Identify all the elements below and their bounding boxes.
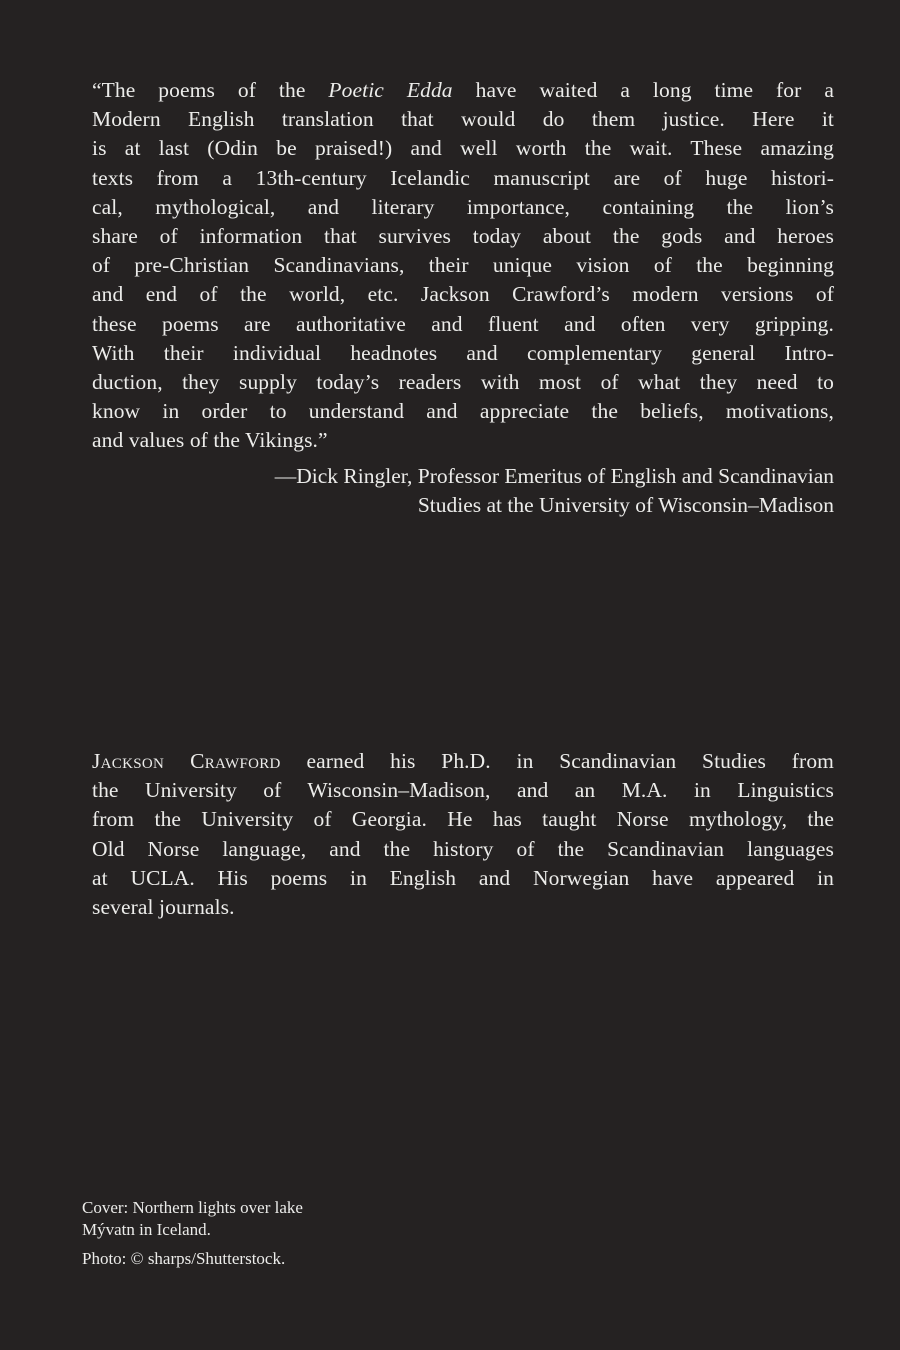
quote-line: share of information that survives today about the gods and heroes <box>92 224 834 249</box>
quote-line: duction, they supply today’s readers with most of what they need to <box>92 370 834 395</box>
author-name: Jackson Crawford <box>92 749 281 773</box>
bio-line: at UCLA. His poems in English and Norwegian have appeared in <box>92 865 834 890</box>
quote-line: and end of the world, etc. Jackson Crawford’s modern versions of <box>92 282 834 307</box>
bio-line: several journals. <box>92 895 235 920</box>
quote-line: these poems are authoritative and fluent and often very gripping. <box>92 311 834 336</box>
quote-line: know in order to understand and appreciate the beliefs, motivations, <box>92 399 834 424</box>
bio-line: the University of Wisconsin–Madison, and an M.A. in Linguistics <box>92 778 834 803</box>
quote-line: cal, mythological, and literary importance, containing the lion’s <box>92 194 834 219</box>
attribution-line: —Dick Ringler, Professor Emeritus of English and Scandinavian <box>274 464 834 488</box>
author-bio <box>92 747 834 922</box>
bio-line: Old Norse language, and the history of the Scandinavian languages <box>92 836 834 861</box>
quote-line: Modern English translation that would do them justice. Here it <box>92 107 834 132</box>
photo-credit: Photo: © sharps/Shutterstock. <box>82 1249 286 1268</box>
attribution-line: Studies at the University of Wisconsin–Madison <box>417 493 834 518</box>
review-attribution <box>92 462 834 520</box>
quote-line: is at last (Odin be praised!) and well worth the wait. These amazing <box>92 136 834 161</box>
cover-caption-line: Mývatn in Iceland. <box>82 1220 211 1239</box>
quote-line: With their individual headnotes and complementary general Intro- <box>92 340 834 365</box>
cover-credits <box>82 1197 402 1270</box>
quote-line: “The poems of the Poetic Edda have waited a long time for a <box>92 78 834 102</box>
bio-line: from the University of Georgia. He has taught Norse mythology, the <box>92 807 834 832</box>
quote-line: texts from a 13th-century Icelandic manuscript are of huge histori- <box>92 165 834 190</box>
book-title: Poetic Edda <box>328 78 453 102</box>
quote-line: and values of the Vikings.” <box>92 428 328 453</box>
quote-line: of pre-Christian Scandinavians, their unique vision of the beginning <box>92 253 834 278</box>
bio-line: Jackson Crawford earned his Ph.D. in Scandinavian Studies from <box>92 749 834 773</box>
review-quote <box>92 76 834 456</box>
cover-caption-line: Cover: Northern lights over lake <box>82 1198 303 1217</box>
